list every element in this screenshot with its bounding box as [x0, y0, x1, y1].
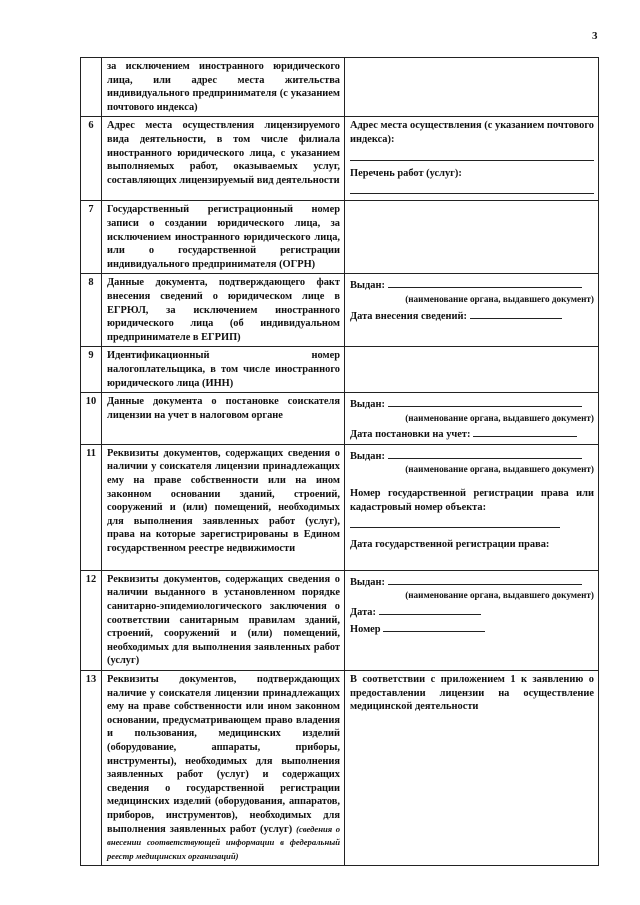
issued-label: Выдан:	[350, 576, 385, 588]
row-number: 7	[81, 201, 102, 274]
row-description: Реквизиты документов, содержащих сведения о наличии у соискателя лицензии принадлежащих ему на праве собственности или на ином законном основании зданий, строений, сооружений и (или) помещений, необходимых для выполнения заявленных работ (услуг), права на которые зарегистрированы в Едином государственном реестре недвижимости	[102, 444, 345, 570]
row-description: за исключением иностранного юридического лица, или адрес места жительства индивидуального предпринимателя (с указанием почтового индекса)	[102, 58, 345, 117]
address-label: Адрес места осуществления (с указанием почтового индекса):	[350, 120, 594, 145]
row-number	[81, 58, 102, 117]
row-number: 12	[81, 570, 102, 670]
issued-input-line[interactable]	[388, 395, 582, 407]
table-row	[81, 274, 599, 347]
reg-date-label: Дата государственной регистрации права:	[350, 539, 550, 551]
issuer-caption: (наименование органа, выдавшего документ)	[405, 590, 594, 601]
row-number: 13	[81, 671, 102, 866]
response-cell	[345, 393, 599, 445]
table-row	[81, 58, 599, 117]
reg-number-label: Номер государственной регистрации права или кадастровый номер объекта:	[350, 488, 594, 513]
issuer-caption: (наименование органа, выдавшего документ)	[405, 412, 594, 423]
response-cell	[345, 570, 599, 670]
issued-input-line[interactable]	[388, 276, 582, 288]
works-label: Перечень работ (услуг):	[350, 167, 462, 179]
table-row	[81, 444, 599, 570]
table-row	[81, 347, 599, 393]
row-description: Государственный регистрационный номер записи о создании юридического лица, за исключением иностранного юридического лица, или о государственной регистрации индивидуального предпринимателя (ОГРН)	[102, 201, 345, 274]
issuer-caption: (наименование органа, выдавшего документ)	[405, 293, 594, 304]
reg-number-input-line[interactable]	[350, 515, 560, 528]
response-cell	[345, 444, 599, 570]
response-cell	[345, 671, 599, 866]
table-row	[81, 117, 599, 201]
response-cell[interactable]	[345, 201, 599, 274]
row-description: Данные документа о постановке соискателя лицензии на учет в налоговом органе	[102, 393, 345, 445]
row-number: 9	[81, 347, 102, 393]
response-cell[interactable]	[345, 58, 599, 117]
row-description: Реквизиты документов, содержащих сведения о наличии выданного в установленном порядке санитарно-эпидемиологического заключения о соответствии санитарным правилам зданий, строений, сооружений и (или) помещений, необходимых для выполнения заявленных работ (услуг)	[102, 570, 345, 670]
date-label: Дата постановки на учет:	[350, 429, 471, 441]
row-description-text: Реквизиты документов, подтверждающих наличие у соискателя лицензии принадлежащих ему на праве собственности или ином законном основании, предусматривающем право владения и пользования, медицинских изделий (оборудование, аппараты, приборы, инструменты), необходимых для выполнения заявленных работ (услуг) и содержащих сведения о государственной регистрации медицинских изделий (оборудования, аппаратов, приборов, инструментов), необходимых для выполнения заявленных работ (услуг)	[107, 674, 340, 835]
license-application-table	[80, 57, 599, 866]
issuer-caption: (наименование органа, выдавшего документ)	[405, 464, 594, 475]
table-row	[81, 393, 599, 445]
date-input-line[interactable]	[379, 603, 481, 615]
issued-input-line[interactable]	[388, 447, 582, 459]
row-description: Адрес места осуществления лицензируемого вида деятельности, в том числе филиала иностранного юридического лица, с указанием выполняемых работ, оказываемых услуг, составляющих лицензируемый вид деятельности	[102, 117, 345, 201]
response-cell	[345, 117, 599, 201]
date-label: Дата внесения сведений:	[350, 310, 467, 322]
page-number: 3	[592, 30, 598, 42]
date-label: Дата:	[350, 607, 376, 619]
row-description	[102, 671, 345, 866]
table-row	[81, 201, 599, 274]
date-input-line[interactable]	[470, 307, 562, 319]
response-cell[interactable]	[345, 347, 599, 393]
issued-label: Выдан:	[350, 280, 385, 292]
response-cell	[345, 274, 599, 347]
issued-input-line[interactable]	[388, 573, 582, 585]
address-input-line[interactable]	[350, 148, 594, 161]
table-row	[81, 671, 599, 866]
row-number: 10	[81, 393, 102, 445]
works-input-line[interactable]	[350, 181, 594, 194]
row-number: 11	[81, 444, 102, 570]
date-input-line[interactable]	[473, 425, 577, 437]
row-number: 6	[81, 117, 102, 201]
response-text: В соответствии с приложением 1 к заявлению о предоставлении лицензии на осуществление медицинской деятельности	[350, 674, 594, 713]
row-description: Идентификационный номер налогоплательщика, в том числе иностранного юридического лица (ИНН)	[102, 347, 345, 393]
table-row	[81, 570, 599, 670]
row-description-note: (сведения о внесении соответствующей информации в федеральный реестр медицинских организаций)	[107, 823, 340, 861]
number-input-line[interactable]	[383, 620, 485, 632]
issued-label: Выдан:	[350, 450, 385, 462]
row-description: Данные документа, подтверждающего факт внесения сведений о юридическом лице в ЕГРЮЛ, за исключением иностранного юридического лица (об индивидуальном предпринимателе в ЕГРИП)	[102, 274, 345, 347]
row-number: 8	[81, 274, 102, 347]
number-label: Номер	[350, 623, 381, 635]
issued-label: Выдан:	[350, 399, 385, 411]
